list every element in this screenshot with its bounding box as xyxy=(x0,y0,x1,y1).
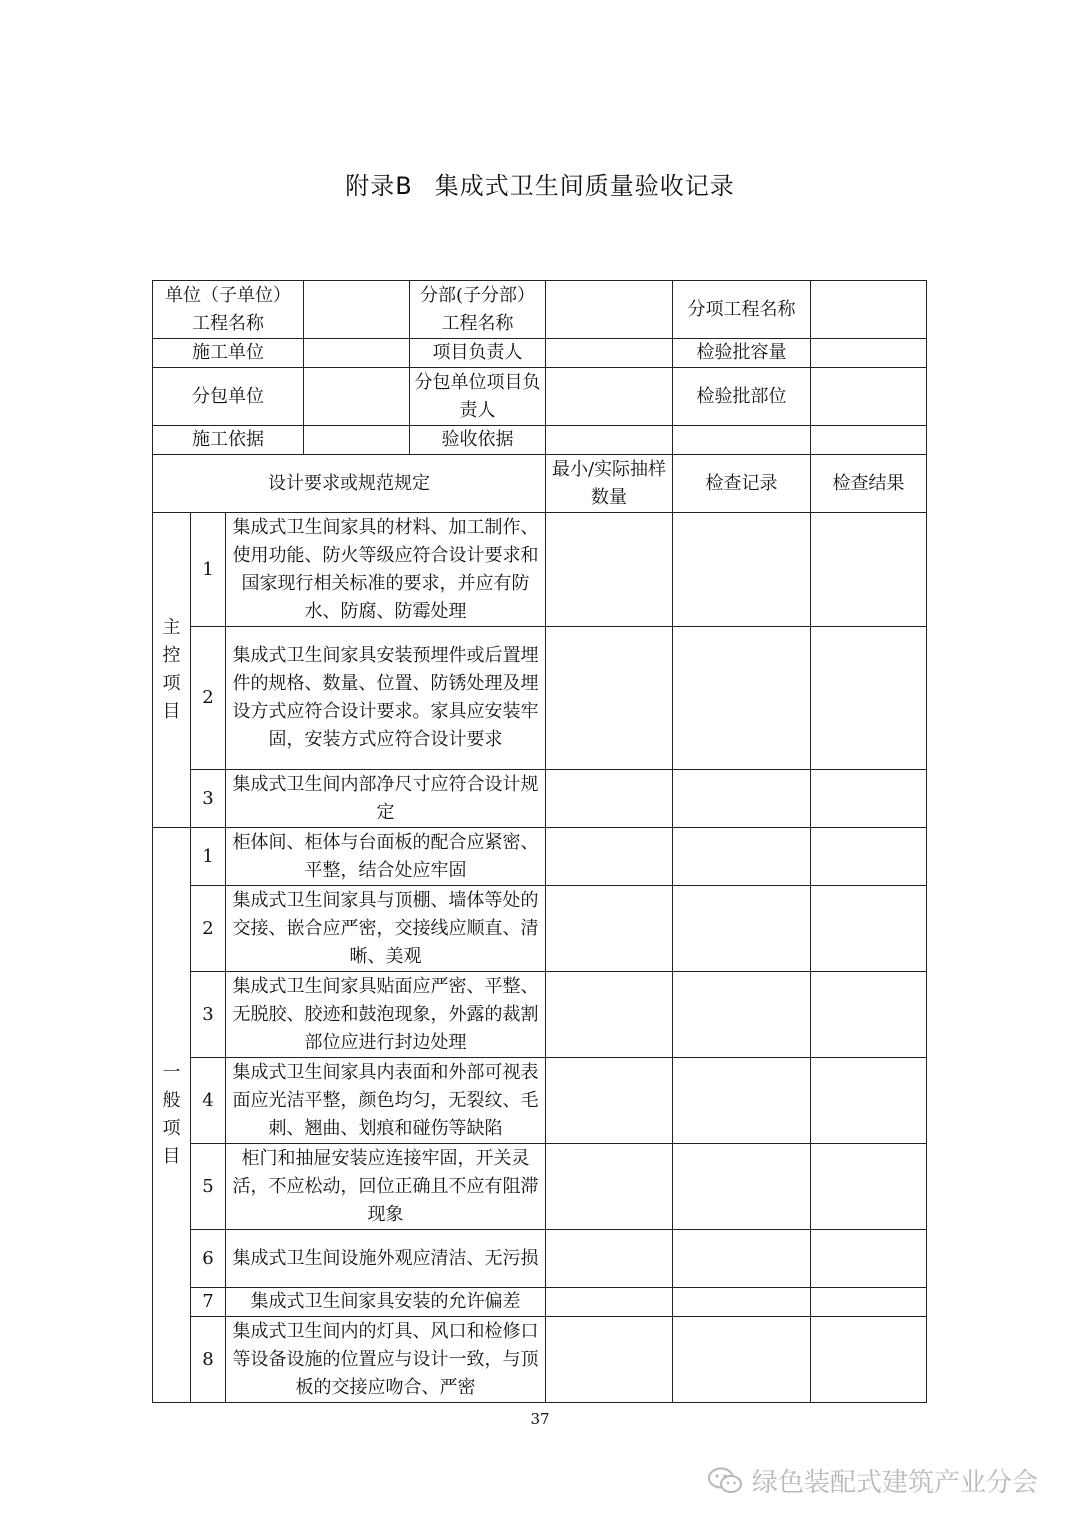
item-project-name-label: 分项工程名称 xyxy=(673,281,811,339)
inspection-result-cell[interactable] xyxy=(811,1058,927,1144)
acceptance-basis-label: 验收依据 xyxy=(410,426,546,455)
inspection-result-cell[interactable] xyxy=(811,1317,927,1403)
sample-count-cell[interactable] xyxy=(546,886,673,972)
item-requirement: 集成式卫生间内部净尺寸应符合设计规定 xyxy=(226,770,546,828)
acceptance-basis-value[interactable] xyxy=(546,426,673,455)
inspection-record-cell[interactable] xyxy=(673,627,811,770)
empty-cell xyxy=(811,426,927,455)
sample-count-cell[interactable] xyxy=(546,1144,673,1230)
sample-count-cell[interactable] xyxy=(546,972,673,1058)
category-char: 一 xyxy=(162,1062,181,1083)
category-char: 目 xyxy=(162,701,181,722)
inspection-result-cell[interactable] xyxy=(811,886,927,972)
item-number: 2 xyxy=(191,627,226,770)
col-header-requirements: 设计要求或规范规定 xyxy=(153,455,546,513)
item-requirement: 集成式卫生间家具安装预埋件或后置埋件的规格、数量、位置、防锈处理及埋设方式应符合设计要求。家具应安装牢固，安装方式应符合设计要求 xyxy=(226,627,546,770)
item-number: 1 xyxy=(191,513,226,627)
construction-unit-label: 施工单位 xyxy=(153,339,304,368)
project-manager-value[interactable] xyxy=(546,339,673,368)
item-number: 3 xyxy=(191,972,226,1058)
sample-count-cell[interactable] xyxy=(546,1058,673,1144)
inspection-record-cell[interactable] xyxy=(673,513,811,627)
subcontractor-value[interactable] xyxy=(304,368,410,426)
category-char: 项 xyxy=(162,1118,181,1139)
inspection-record-cell[interactable] xyxy=(673,1058,811,1144)
category-char: 项 xyxy=(162,673,181,694)
inspection-result-cell[interactable] xyxy=(811,513,927,627)
item-requirement: 集成式卫生间家具与顶棚、墙体等处的交接、嵌合应严密，交接线应顺直、清晰、美观 xyxy=(226,886,546,972)
subcontractor-manager-label: 分包单位项目负责人 xyxy=(410,368,546,426)
subcontractor-label: 分包单位 xyxy=(153,368,304,426)
col-header-sample-count: 最小/实际抽样数量 xyxy=(546,455,673,513)
page-number: 37 xyxy=(530,1410,550,1428)
inspection-record-cell[interactable] xyxy=(673,1230,811,1288)
acceptance-record-table xyxy=(152,280,927,1403)
sample-count-cell[interactable] xyxy=(546,1230,673,1288)
category-char: 目 xyxy=(162,1146,181,1167)
batch-location-value[interactable] xyxy=(811,368,927,426)
title-prefix: 附录B xyxy=(345,172,413,200)
inspection-result-cell[interactable] xyxy=(811,828,927,886)
unit-project-name-label: 单位（子单位）工程名称 xyxy=(153,281,304,339)
inspection-result-cell[interactable] xyxy=(811,770,927,828)
item-requirement: 集成式卫生间家具贴面应严密、平整、无脱胶、胶迹和鼓泡现象，外露的裁割部位应进行封边处理 xyxy=(226,972,546,1058)
col-header-inspection-record: 检查记录 xyxy=(673,455,811,513)
category-char: 主 xyxy=(162,617,181,638)
batch-location-label: 检验批部位 xyxy=(673,368,811,426)
item-requirement: 集成式卫生间内的灯具、风口和检修口等设备设施的位置应与设计一致，与顶板的交接应吻合、严密 xyxy=(226,1317,546,1403)
sample-count-cell[interactable] xyxy=(546,513,673,627)
item-requirement: 集成式卫生间家具内表面和外部可视表面应光洁平整，颜色均匀，无裂纹、毛刺、翘曲、划痕和碰伤等缺陷 xyxy=(226,1058,546,1144)
unit-project-name-value[interactable] xyxy=(304,281,410,339)
sample-count-cell[interactable] xyxy=(546,627,673,770)
item-number: 1 xyxy=(191,828,226,886)
inspection-result-cell[interactable] xyxy=(811,1288,927,1317)
inspection-result-cell[interactable] xyxy=(811,627,927,770)
inspection-result-cell[interactable] xyxy=(811,1144,927,1230)
construction-basis-label: 施工依据 xyxy=(153,426,304,455)
inspection-record-cell[interactable] xyxy=(673,972,811,1058)
construction-unit-value[interactable] xyxy=(304,339,410,368)
wechat-icon xyxy=(706,1466,744,1496)
item-number: 3 xyxy=(191,770,226,828)
item-number: 6 xyxy=(191,1230,226,1288)
watermark xyxy=(706,1462,1038,1499)
inspection-record-cell[interactable] xyxy=(673,828,811,886)
item-requirement: 柜体间、柜体与台面板的配合应紧密、平整，结合处应牢固 xyxy=(226,828,546,886)
item-requirement: 集成式卫生间设施外观应清洁、无污损 xyxy=(226,1230,546,1288)
item-number: 2 xyxy=(191,886,226,972)
title-main: 集成式卫生间质量验收记录 xyxy=(434,172,735,200)
item-number: 7 xyxy=(191,1288,226,1317)
sample-count-cell[interactable] xyxy=(546,1317,673,1403)
inspection-result-cell[interactable] xyxy=(811,1230,927,1288)
construction-basis-value[interactable] xyxy=(304,426,410,455)
division-project-name-label: 分部(子分部）工程名称 xyxy=(410,281,546,339)
batch-capacity-label: 检验批容量 xyxy=(673,339,811,368)
item-number: 5 xyxy=(191,1144,226,1230)
project-manager-label: 项目负责人 xyxy=(410,339,546,368)
sample-count-cell[interactable] xyxy=(546,770,673,828)
page-title xyxy=(0,166,1080,201)
inspection-record-cell[interactable] xyxy=(673,770,811,828)
item-number: 4 xyxy=(191,1058,226,1144)
watermark-text: 绿色装配式建筑产业分会 xyxy=(752,1468,1039,1498)
category-char: 般 xyxy=(162,1090,181,1111)
inspection-record-cell[interactable] xyxy=(673,886,811,972)
division-project-name-value[interactable] xyxy=(546,281,673,339)
col-header-inspection-result: 检查结果 xyxy=(811,455,927,513)
item-number: 8 xyxy=(191,1317,226,1403)
sample-count-cell[interactable] xyxy=(546,1288,673,1317)
category-char: 控 xyxy=(162,645,181,666)
item-requirement: 柜门和抽屉安装应连接牢固，开关灵活，不应松动，回位正确且不应有阻滞现象 xyxy=(226,1144,546,1230)
subcontractor-manager-value[interactable] xyxy=(546,368,673,426)
inspection-record-cell[interactable] xyxy=(673,1144,811,1230)
inspection-record-cell[interactable] xyxy=(673,1317,811,1403)
general-category xyxy=(153,828,191,1403)
item-requirement: 集成式卫生间家具安装的允许偏差 xyxy=(226,1288,546,1317)
item-project-name-value[interactable] xyxy=(811,281,927,339)
inspection-record-cell[interactable] xyxy=(673,1288,811,1317)
item-requirement: 集成式卫生间家具的材料、加工制作、使用功能、防火等级应符合设计要求和国家现行相关标准的要求，并应有防水、防腐、防霉处理 xyxy=(226,513,546,627)
main-control-category xyxy=(153,513,191,828)
inspection-result-cell[interactable] xyxy=(811,972,927,1058)
sample-count-cell[interactable] xyxy=(546,828,673,886)
batch-capacity-value[interactable] xyxy=(811,339,927,368)
empty-cell xyxy=(673,426,811,455)
